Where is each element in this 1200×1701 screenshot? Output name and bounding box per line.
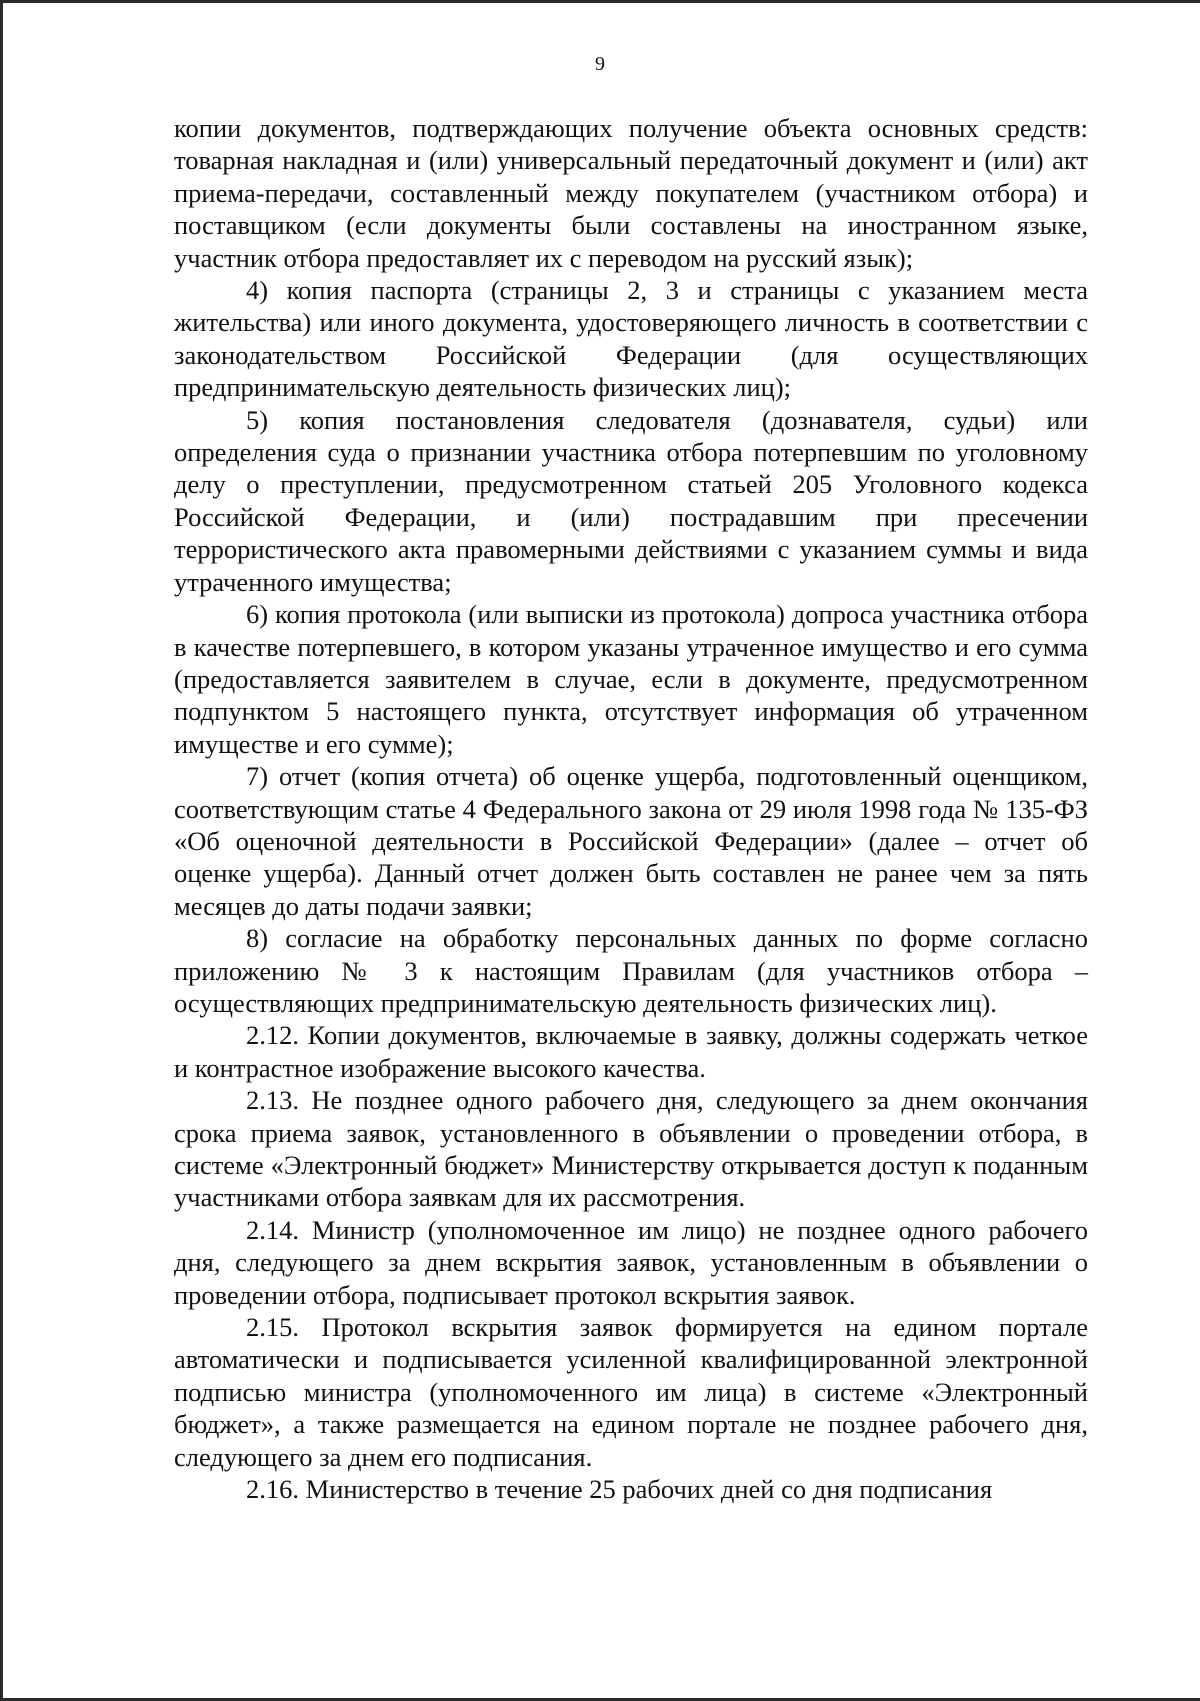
paragraph-item-6: 6) копия протокола (или выписки из протокола) допроса участника отбора в качестве потерпевшего, в котором указаны утраченное имущество и его сумма (предоставляется заявителем в случае, если в документе, предусмотренном подпунктом 5 настоящего пункта, отсутствует информация об утраченном имуществе и его сумме); bbox=[174, 599, 1088, 759]
paragraph-2-14: 2.14. Министр (уполномоченное им лицо) не позднее одного рабочего дня, следующего за днем вскрытия заявок, установленным в объявлении о проведении отбора, подписывает протокол вскрытия заявок. bbox=[174, 1214, 1088, 1310]
paragraph-item-7: 7) отчет (копия отчета) об оценке ущерба, подготовленный оценщиком, соответствующим статье 4 Федерального закона от 29 июля 1998 года № 135-ФЗ «Об оценочной деятельности в Российской Федерации» (далее – отчет об оценке ущерба). Данный отчет должен быть составлен не ранее чем за пять месяцев до даты подачи заявки; bbox=[174, 761, 1088, 921]
paragraph-item-5: 5) копия постановления следователя (дознавателя, судьи) или определения суда о признании участника отбора потерпевшим по уголовному делу о преступлении, предусмотренном статьей 205 Уголовного кодекса Российской Федерации, и (или) пострадавшим при пресечении террористического акта правомерными действиями с указанием суммы и вида утраченного имущества; bbox=[174, 404, 1088, 597]
page-number: 9 bbox=[595, 53, 605, 75]
document-body bbox=[174, 112, 1088, 1505]
paragraph-item-8: 8) согласие на обработку персональных данных по форме согласно приложению № 3 к настоящим Правилам (для участников отбора – осуществляющих предпринимательскую деятельность физических лиц). bbox=[174, 923, 1088, 1018]
scan-edge-top bbox=[0, 0, 1200, 3]
paragraph-copies-of-documents: копии документов, подтверждающих получение объекта основных средств: товарная накладная и (или) универсальный передаточный документ и (или) акт приема-передачи, составленный между покупателем (участником отбора) и поставщиком (если документы были составлены на иностранном языке, участник отбора предоставляет их с переводом на русский язык); bbox=[174, 113, 1088, 273]
paragraph-2-15: 2.15. Протокол вскрытия заявок формируется на едином портале автоматически и подписывается усиленной квалифицированной электронной подписью министра (уполномоченного им лица) в системе «Электронный бюджет», а также размещается на едином портале не позднее рабочего дня, следующего за днем его подписания. bbox=[174, 1312, 1088, 1472]
paragraph-item-4: 4) копия паспорта (страницы 2, 3 и страницы с указанием места жительства) или иного документа, удостоверяющего личность в соответствии с законодательством Российской Федерации (для осуществляющих предпринимательскую деятельность физических лиц); bbox=[174, 275, 1088, 403]
paragraph-2-13: 2.13. Не позднее одного рабочего дня, следующего за днем окончания срока приема заявок, установленного в объявлении о проведении отбора, в системе «Электронный бюджет» Министерству открывается доступ к поданным участниками отбора заявкам для их рассмотрения. bbox=[174, 1085, 1088, 1213]
paragraph-2-12: 2.12. Копии документов, включаемые в заявку, должны содержать четкое и контрастное изображение высокого качества. bbox=[174, 1020, 1088, 1083]
scan-edge-left bbox=[0, 0, 3, 1701]
paragraph-2-16: 2.16. Министерство в течение 25 рабочих дней со дня подписания bbox=[246, 1474, 993, 1505]
